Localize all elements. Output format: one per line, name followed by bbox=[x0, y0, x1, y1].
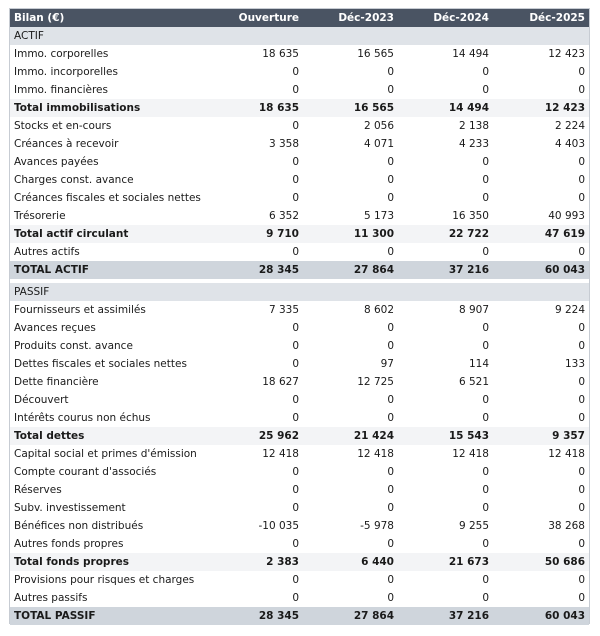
row-label: Bilan (€) bbox=[14, 12, 65, 24]
section-header-passif bbox=[10, 283, 589, 301]
row-value: 0 bbox=[578, 174, 585, 186]
row-value: 28 345 bbox=[258, 610, 299, 622]
table-row bbox=[10, 355, 589, 373]
row-label: Fournisseurs et assimilés bbox=[14, 304, 146, 316]
table-row bbox=[10, 99, 589, 117]
table-row bbox=[10, 481, 589, 499]
row-value: 0 bbox=[292, 358, 299, 370]
row-value: 0 bbox=[387, 484, 394, 496]
table-row bbox=[10, 301, 589, 319]
row-value: 8 602 bbox=[363, 304, 394, 316]
table-row bbox=[10, 81, 589, 99]
row-value: 0 bbox=[578, 574, 585, 586]
table-row bbox=[10, 535, 589, 553]
row-value: 0 bbox=[578, 246, 585, 258]
row-label: Produits const. avance bbox=[14, 340, 133, 352]
row-value: 0 bbox=[578, 394, 585, 406]
row-label: Dettes fiscales et sociales nettes bbox=[14, 358, 187, 370]
row-value: 0 bbox=[292, 340, 299, 352]
row-value: 12 418 bbox=[452, 448, 489, 460]
row-value: 18 635 bbox=[262, 48, 299, 60]
table-row bbox=[10, 171, 589, 189]
balance-sheet-table bbox=[9, 8, 590, 624]
table-row bbox=[10, 373, 589, 391]
table-row bbox=[10, 499, 589, 517]
row-label: Réserves bbox=[14, 484, 62, 496]
row-label: Immo. corporelles bbox=[14, 48, 109, 60]
table-row bbox=[10, 553, 589, 571]
row-value: 16 565 bbox=[357, 48, 394, 60]
row-value: 0 bbox=[482, 156, 489, 168]
row-value: 6 440 bbox=[361, 556, 394, 568]
row-value: 114 bbox=[468, 358, 489, 370]
row-label: Découvert bbox=[14, 394, 69, 406]
row-label: Provisions pour risques et charges bbox=[14, 574, 195, 586]
row-value: 0 bbox=[578, 412, 585, 424]
row-value: 0 bbox=[292, 466, 299, 478]
table-row bbox=[10, 117, 589, 135]
table-row bbox=[10, 391, 589, 409]
table-row bbox=[10, 571, 589, 589]
row-value: 2 383 bbox=[266, 556, 299, 568]
table-row bbox=[10, 589, 589, 607]
table-row bbox=[10, 607, 589, 625]
row-value: 7 335 bbox=[268, 304, 299, 316]
row-value: 12 423 bbox=[544, 102, 585, 114]
row-label: Intérêts courus non échus bbox=[14, 412, 151, 424]
column-header: Ouverture bbox=[238, 12, 299, 24]
row-value: 47 619 bbox=[544, 228, 585, 240]
row-value: 0 bbox=[482, 538, 489, 550]
row-value: 0 bbox=[292, 174, 299, 186]
row-value: 0 bbox=[482, 394, 489, 406]
row-value: 60 043 bbox=[544, 264, 585, 276]
row-value: 21 424 bbox=[353, 430, 394, 442]
row-value: 9 255 bbox=[458, 520, 489, 532]
row-value: 2 224 bbox=[554, 120, 585, 132]
row-value: 0 bbox=[292, 156, 299, 168]
table-row bbox=[10, 189, 589, 207]
row-value: 0 bbox=[578, 156, 585, 168]
row-label: Immo. financières bbox=[14, 84, 108, 96]
row-value: 133 bbox=[564, 358, 585, 370]
row-value: 0 bbox=[482, 466, 489, 478]
table-row bbox=[10, 207, 589, 225]
row-value: 4 233 bbox=[458, 138, 489, 150]
table-row bbox=[10, 261, 589, 279]
row-value: 9 224 bbox=[554, 304, 585, 316]
row-value: -10 035 bbox=[258, 520, 299, 532]
row-value: 0 bbox=[482, 340, 489, 352]
row-value: 12 423 bbox=[548, 48, 585, 60]
row-value: 0 bbox=[387, 502, 394, 514]
row-value: 9 357 bbox=[552, 430, 585, 442]
row-value: 0 bbox=[578, 538, 585, 550]
row-value: 0 bbox=[387, 466, 394, 478]
row-value: 0 bbox=[482, 246, 489, 258]
row-value: 0 bbox=[387, 574, 394, 586]
table-row bbox=[10, 427, 589, 445]
row-value: 0 bbox=[578, 84, 585, 96]
row-value: 0 bbox=[387, 174, 394, 186]
row-value: 0 bbox=[482, 502, 489, 514]
row-label: Total immobilisations bbox=[14, 102, 141, 114]
row-value: 21 673 bbox=[448, 556, 489, 568]
row-value: 0 bbox=[292, 592, 299, 604]
table-row bbox=[10, 445, 589, 463]
row-value: 0 bbox=[292, 120, 299, 132]
row-label: ACTIF bbox=[14, 30, 44, 42]
row-value: 0 bbox=[292, 412, 299, 424]
table-row bbox=[10, 517, 589, 535]
table-row bbox=[10, 409, 589, 427]
row-value: 0 bbox=[482, 412, 489, 424]
table-header bbox=[10, 9, 589, 27]
table-row bbox=[10, 135, 589, 153]
row-value: 0 bbox=[292, 574, 299, 586]
row-value: 5 173 bbox=[363, 210, 394, 222]
row-value: 0 bbox=[482, 84, 489, 96]
row-value: 18 627 bbox=[262, 376, 299, 388]
row-label: Trésorerie bbox=[14, 210, 66, 222]
row-value: 37 216 bbox=[448, 264, 489, 276]
row-value: 6 352 bbox=[268, 210, 299, 222]
row-value: 0 bbox=[578, 484, 585, 496]
row-value: 0 bbox=[578, 592, 585, 604]
row-value: 15 543 bbox=[448, 430, 489, 442]
row-label: TOTAL PASSIF bbox=[14, 610, 96, 622]
row-value: 0 bbox=[578, 66, 585, 78]
row-value: 0 bbox=[578, 502, 585, 514]
row-value: 12 418 bbox=[357, 448, 394, 460]
row-value: 27 864 bbox=[353, 610, 394, 622]
row-label: Autres passifs bbox=[14, 592, 88, 604]
row-value: 8 907 bbox=[458, 304, 489, 316]
row-value: 14 494 bbox=[452, 48, 489, 60]
row-value: 14 494 bbox=[448, 102, 489, 114]
row-value: 4 071 bbox=[363, 138, 394, 150]
row-value: 0 bbox=[578, 192, 585, 204]
section-spacer bbox=[10, 279, 589, 281]
row-value: 0 bbox=[482, 66, 489, 78]
column-header: Déc-2024 bbox=[433, 12, 489, 24]
row-value: 0 bbox=[292, 502, 299, 514]
row-value: 0 bbox=[387, 592, 394, 604]
row-label: Stocks et en-cours bbox=[14, 120, 112, 132]
row-value: 0 bbox=[387, 66, 394, 78]
row-value: 2 138 bbox=[458, 120, 489, 132]
row-value: 12 418 bbox=[548, 448, 585, 460]
row-value: 0 bbox=[387, 192, 394, 204]
row-value: 16 350 bbox=[452, 210, 489, 222]
row-value: 2 056 bbox=[363, 120, 394, 132]
row-value: 0 bbox=[482, 574, 489, 586]
row-value: 0 bbox=[387, 340, 394, 352]
row-value: 0 bbox=[387, 394, 394, 406]
row-value: 25 962 bbox=[258, 430, 299, 442]
row-value: 9 710 bbox=[266, 228, 299, 240]
column-header: Déc-2025 bbox=[529, 12, 585, 24]
row-label: Autres actifs bbox=[14, 246, 80, 258]
row-value: 6 521 bbox=[458, 376, 489, 388]
row-value: 37 216 bbox=[448, 610, 489, 622]
row-value: 28 345 bbox=[258, 264, 299, 276]
row-label: Avances payées bbox=[14, 156, 99, 168]
row-label: Total dettes bbox=[14, 430, 85, 442]
row-label: Autres fonds propres bbox=[14, 538, 124, 550]
row-value: 0 bbox=[292, 84, 299, 96]
row-value: 0 bbox=[387, 322, 394, 334]
row-value: 0 bbox=[482, 484, 489, 496]
row-label: Capital social et primes d'émission bbox=[14, 448, 197, 460]
row-value: 0 bbox=[482, 592, 489, 604]
row-value: 0 bbox=[578, 340, 585, 352]
row-label: TOTAL ACTIF bbox=[14, 264, 89, 276]
row-value: 12 418 bbox=[262, 448, 299, 460]
row-value: 0 bbox=[578, 322, 585, 334]
row-value: 0 bbox=[292, 394, 299, 406]
table-row bbox=[10, 63, 589, 81]
section-header-actif bbox=[10, 27, 589, 45]
row-value: 0 bbox=[292, 66, 299, 78]
row-label: Total actif circulant bbox=[14, 228, 129, 240]
row-value: 11 300 bbox=[353, 228, 394, 240]
row-value: 0 bbox=[578, 466, 585, 478]
row-value: 0 bbox=[387, 412, 394, 424]
row-value: 60 043 bbox=[544, 610, 585, 622]
row-label: Bénéfices non distribués bbox=[14, 520, 144, 532]
table-row bbox=[10, 225, 589, 243]
row-value: 0 bbox=[482, 322, 489, 334]
row-value: 0 bbox=[292, 192, 299, 204]
row-value: 97 bbox=[380, 358, 394, 370]
row-value: 0 bbox=[292, 484, 299, 496]
row-value: 0 bbox=[387, 246, 394, 258]
row-label: Total fonds propres bbox=[14, 556, 129, 568]
table-row bbox=[10, 337, 589, 355]
row-label: PASSIF bbox=[14, 286, 50, 298]
row-value: 18 635 bbox=[258, 102, 299, 114]
table-row bbox=[10, 463, 589, 481]
row-value: 0 bbox=[482, 174, 489, 186]
row-value: 0 bbox=[482, 192, 489, 204]
row-value: 50 686 bbox=[544, 556, 585, 568]
row-value: 0 bbox=[292, 538, 299, 550]
table-row bbox=[10, 243, 589, 261]
row-value: 0 bbox=[387, 538, 394, 550]
row-value: 4 403 bbox=[554, 138, 585, 150]
row-value: 0 bbox=[578, 376, 585, 388]
row-value: 0 bbox=[292, 322, 299, 334]
row-label: Immo. incorporelles bbox=[14, 66, 118, 78]
row-value: 40 993 bbox=[548, 210, 585, 222]
row-value: 16 565 bbox=[353, 102, 394, 114]
row-label: Charges const. avance bbox=[14, 174, 134, 186]
row-label: Créances à recevoir bbox=[14, 138, 119, 150]
row-value: 3 358 bbox=[268, 138, 299, 150]
row-value: 38 268 bbox=[548, 520, 585, 532]
row-value: 27 864 bbox=[353, 264, 394, 276]
row-value: 12 725 bbox=[357, 376, 394, 388]
row-label: Subv. investissement bbox=[14, 502, 126, 514]
row-label: Dette financière bbox=[14, 376, 99, 388]
row-value: 0 bbox=[387, 84, 394, 96]
row-label: Créances fiscales et sociales nettes bbox=[14, 192, 201, 204]
table-row bbox=[10, 319, 589, 337]
row-value: -5 978 bbox=[360, 520, 394, 532]
table-row bbox=[10, 45, 589, 63]
row-label: Avances reçues bbox=[14, 322, 96, 334]
row-value: 22 722 bbox=[448, 228, 489, 240]
column-header: Déc-2023 bbox=[338, 12, 394, 24]
row-value: 0 bbox=[292, 246, 299, 258]
row-label: Compte courant d'associés bbox=[14, 466, 157, 478]
table-row bbox=[10, 153, 589, 171]
row-value: 0 bbox=[387, 156, 394, 168]
